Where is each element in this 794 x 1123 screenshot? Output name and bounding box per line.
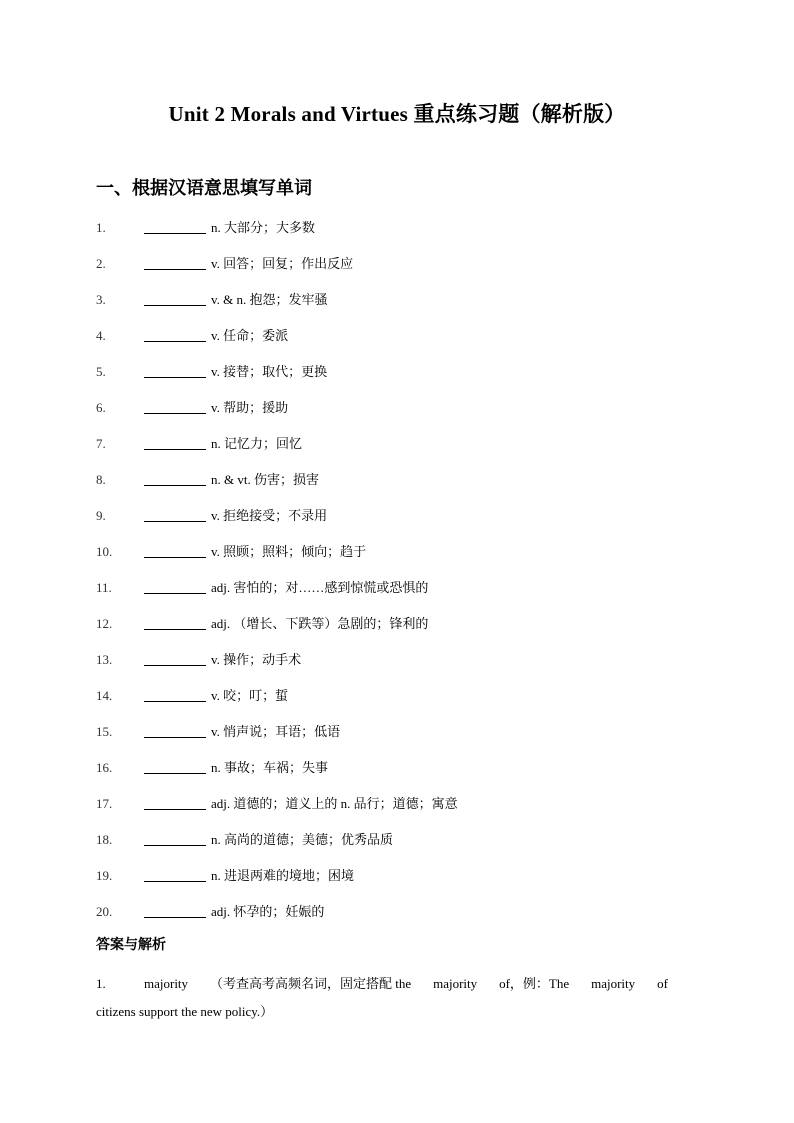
answer-blank xyxy=(144,557,206,558)
list-item xyxy=(96,684,696,720)
list-item xyxy=(96,396,696,432)
item-definition: v. 任命；委派 xyxy=(211,328,289,343)
item-definition: n. 进退两难的境地；困境 xyxy=(211,868,355,883)
list-item xyxy=(96,756,696,792)
list-item xyxy=(96,432,696,468)
list-item xyxy=(96,504,696,540)
item-number: 14. xyxy=(96,688,113,703)
item-number: 19. xyxy=(96,868,113,883)
answer-line-2: citizens support the new policy.） xyxy=(96,1004,274,1019)
list-item xyxy=(96,216,696,252)
answers-heading: 答案与解析 xyxy=(96,937,166,953)
item-number: 4. xyxy=(96,328,106,343)
answer-blank xyxy=(144,485,206,486)
item-definition: n. 记忆力；回忆 xyxy=(211,436,303,451)
answer-blank xyxy=(144,341,206,342)
answer-blank xyxy=(144,629,206,630)
item-definition: n. 高尚的道德；美德；优秀品质 xyxy=(211,832,394,847)
item-definition: v. 悄声说；耳语；低语 xyxy=(211,724,341,739)
vocabulary-list xyxy=(96,216,696,936)
item-definition: v. 照顾；照料；倾向；趋于 xyxy=(211,544,367,559)
item-number: 20. xyxy=(96,904,113,919)
item-number: 13. xyxy=(96,652,113,667)
item-number: 6. xyxy=(96,400,106,415)
item-number: 10. xyxy=(96,544,113,559)
answer-blank xyxy=(144,521,206,522)
item-definition: v. 接替；取代；更换 xyxy=(211,364,328,379)
list-item xyxy=(96,468,696,504)
item-number: 11. xyxy=(96,580,112,595)
answer-blank xyxy=(144,845,206,846)
list-item xyxy=(96,324,696,360)
item-number: 1. xyxy=(96,220,106,235)
item-definition: v. 回答；回复；作出反应 xyxy=(211,256,354,271)
list-item xyxy=(96,576,696,612)
item-definition: v. 拒绝接受；不录用 xyxy=(211,508,328,523)
item-number: 5. xyxy=(96,364,106,379)
answer-blank xyxy=(144,233,206,234)
item-definition: n. 事故；车祸；失事 xyxy=(211,760,329,775)
answer-blank xyxy=(144,737,206,738)
item-definition: v. 帮助；援助 xyxy=(211,400,289,415)
item-definition: adj. （增长、下跌等）急剧的；锋利的 xyxy=(211,616,429,631)
answer-blank xyxy=(144,449,206,450)
item-number: 8. xyxy=(96,472,106,487)
item-number: 18. xyxy=(96,832,113,847)
list-item xyxy=(96,828,696,864)
answer-line-1 xyxy=(96,970,668,998)
item-number: 2. xyxy=(96,256,106,271)
list-item xyxy=(96,792,696,828)
item-definition: n. 大部分；大多数 xyxy=(211,220,316,235)
item-definition: n. & vt. 伤害；损害 xyxy=(211,472,319,487)
answer-explanation-part: of xyxy=(657,976,668,991)
list-item xyxy=(96,540,696,576)
answer-blank xyxy=(144,701,206,702)
answer-blank xyxy=(144,881,206,882)
answer-blank xyxy=(144,665,206,666)
answer-explanation-part: majority xyxy=(591,976,636,991)
answer-explanation-part: （考查高考高频名词，固定搭配 the xyxy=(210,976,412,991)
item-number: 9. xyxy=(96,508,106,523)
answer-blank xyxy=(144,305,206,306)
item-number: 3. xyxy=(96,292,106,307)
item-definition: v. 咬；叮；蜇 xyxy=(211,688,289,703)
item-number: 15. xyxy=(96,724,113,739)
page-title: Unit 2 Morals and Virtues 重点练习题（解析版） xyxy=(168,102,626,126)
answer-blank xyxy=(144,917,206,918)
list-item xyxy=(96,612,696,648)
item-definition: v. 操作；动手术 xyxy=(211,652,302,667)
item-number: 17. xyxy=(96,796,113,811)
list-item xyxy=(96,900,696,936)
answer-blank xyxy=(144,773,206,774)
list-item xyxy=(96,720,696,756)
answer-explanation-part: of，例：The xyxy=(499,976,570,991)
answer-number: 1. xyxy=(96,976,106,991)
list-item xyxy=(96,360,696,396)
answer-blank xyxy=(144,413,206,414)
item-number: 16. xyxy=(96,760,113,775)
answer-item xyxy=(96,970,668,1026)
item-definition: adj. 怀孕的；妊娠的 xyxy=(211,904,325,919)
item-definition: v. & n. 抱怨；发牢骚 xyxy=(211,292,328,307)
answer-explanation-part: majority xyxy=(433,976,478,991)
answer-blank xyxy=(144,377,206,378)
list-item xyxy=(96,252,696,288)
item-number: 12. xyxy=(96,616,113,631)
section-heading: 一、根据汉语意思填写单词 xyxy=(96,178,312,199)
answer-blank xyxy=(144,269,206,270)
item-definition: adj. 道德的；道义上的 n. 品行；道德；寓意 xyxy=(211,796,458,811)
list-item xyxy=(96,864,696,900)
answer-word: majority xyxy=(144,976,189,991)
list-item xyxy=(96,648,696,684)
answer-blank xyxy=(144,809,206,810)
answer-blank xyxy=(144,593,206,594)
list-item xyxy=(96,288,696,324)
item-number: 7. xyxy=(96,436,106,451)
item-definition: adj. 害怕的；对……感到惊慌或恐惧的 xyxy=(211,580,429,595)
